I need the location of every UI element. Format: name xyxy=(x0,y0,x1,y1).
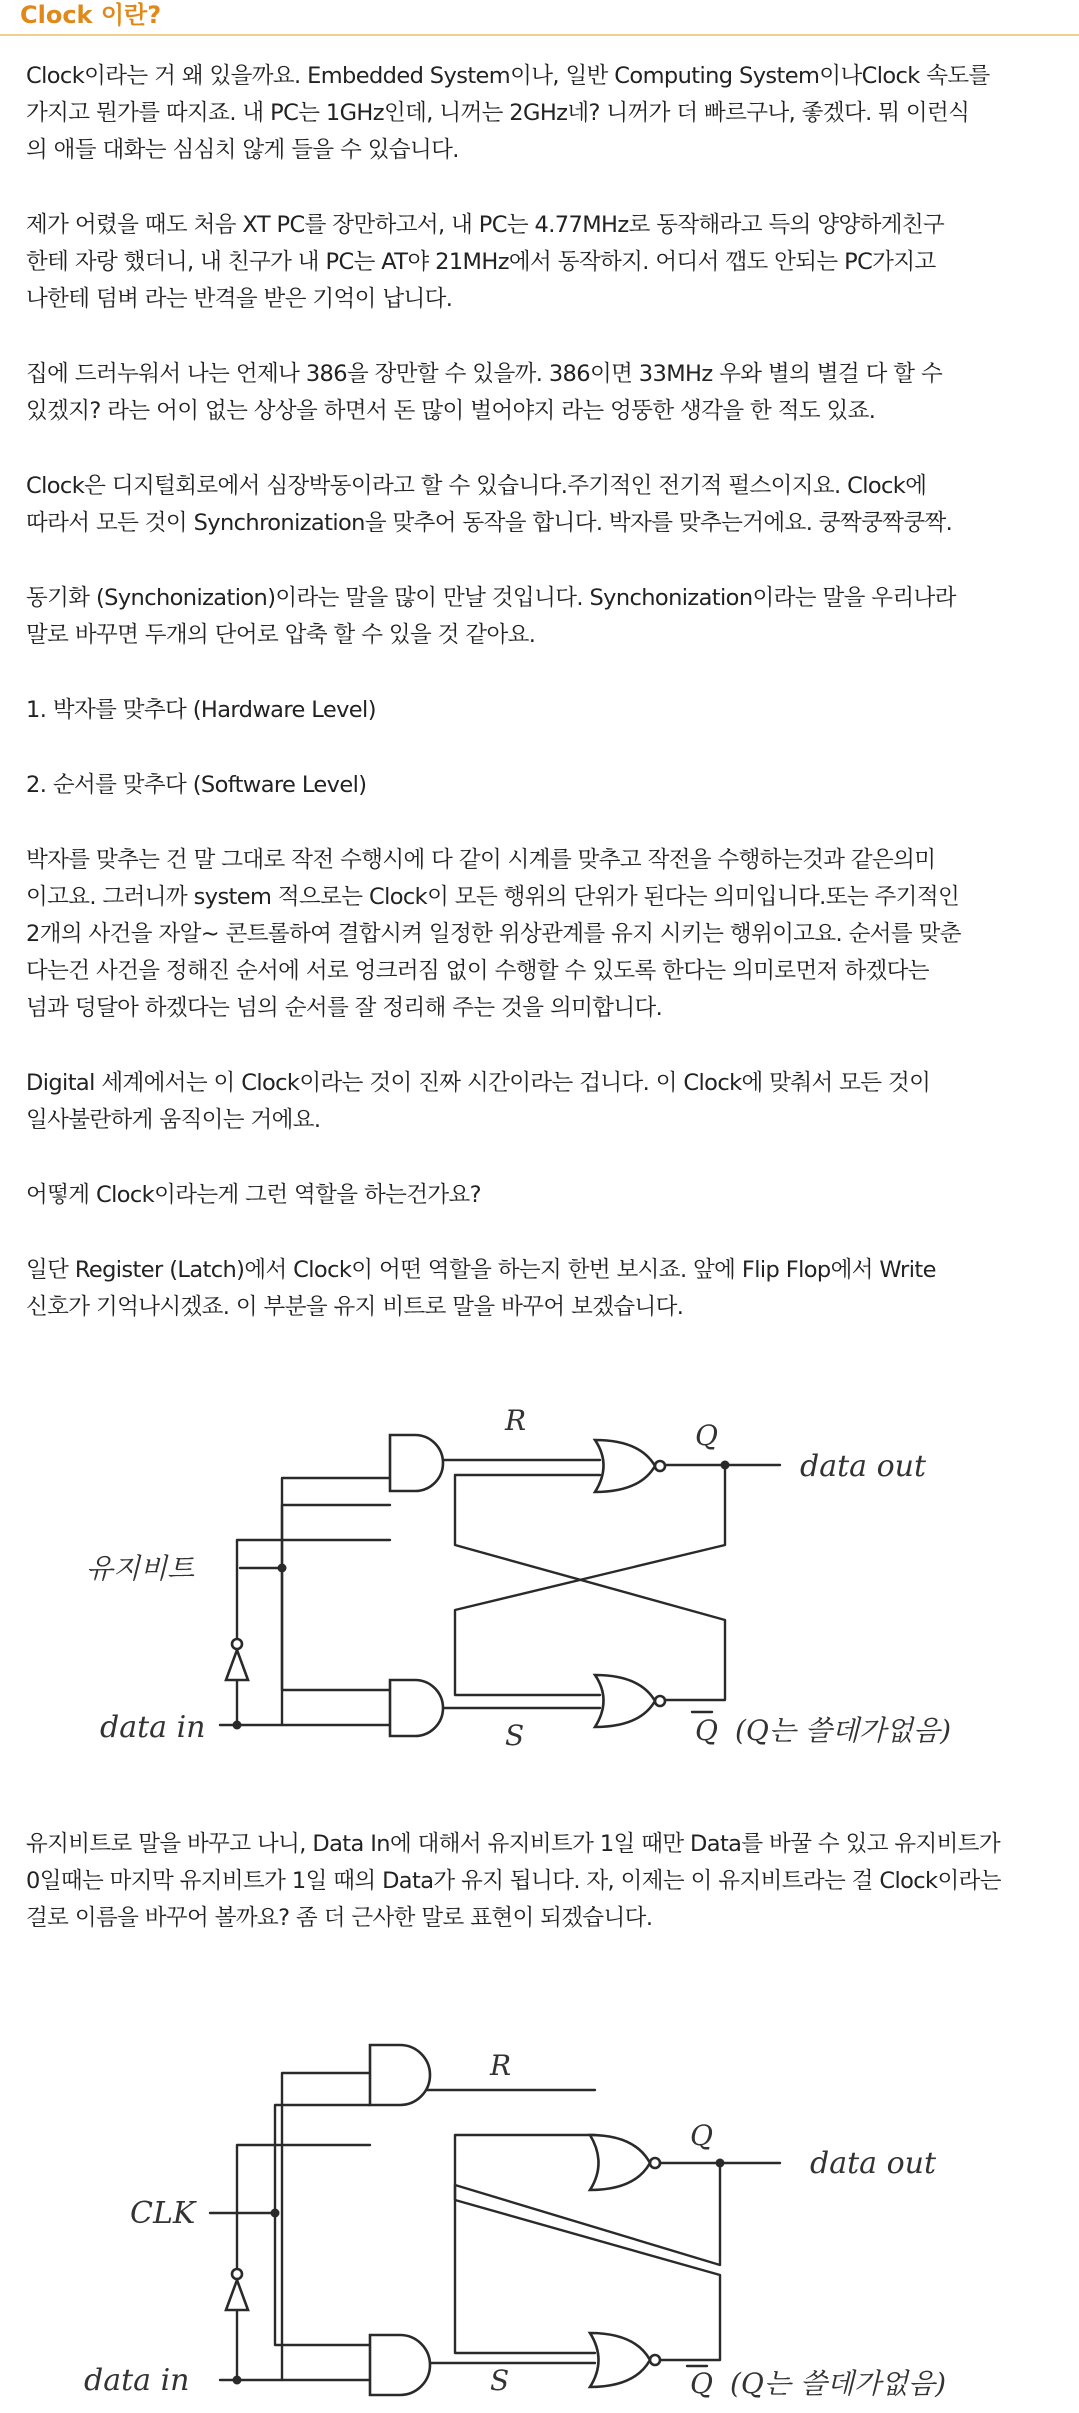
paragraph-4: Clock은 디지털회로에서 심장박동이라고 할 수 있습니다.주기적인 전기적 펄스이지요. Clock에 따라서 모든 것이 Synchronization을 맞추어 동작을 합니다. 박자를 맞추는거에요. 쿵짝쿵짝쿵짝. xyxy=(26,473,953,536)
nor-gate-top xyxy=(590,2135,650,2190)
junction-dot xyxy=(233,2376,242,2385)
section-title: Clock 이란? xyxy=(0,0,1079,36)
intro-paragraphs xyxy=(0,36,1079,1326)
inverter-bubble xyxy=(232,2269,242,2279)
wire-hold-to-top-gate xyxy=(282,1505,390,1568)
and-gate-top xyxy=(370,2045,430,2105)
nor-gate-bottom xyxy=(595,1675,655,1727)
wire-data-in-top xyxy=(220,2073,370,2380)
inverter-bubble xyxy=(232,1639,242,1649)
nor-bubble-top xyxy=(650,2158,660,2168)
wire-hold-to-bottom-gate xyxy=(282,1568,390,1690)
label-s: S xyxy=(490,2364,510,2397)
wire-q-feedback xyxy=(455,1465,725,1695)
latch-diagram-clk xyxy=(0,1975,1079,2413)
junction-dot xyxy=(278,1564,287,1573)
label-q: Q xyxy=(695,1419,718,1452)
label-hold-bit: 유지비트 xyxy=(86,1552,195,1585)
paragraph-3: 집에 드러누워서 나는 언제나 386을 장만할 수 있을까. 386이면 33MHz 우와 별의 별걸 다 할 수 있겠지? 라는 어이 없는 상상을 하면서 돈 많이 벌어야지 라는 엉뚱한 생각을 한 적도 있죠. xyxy=(26,361,943,424)
inverter-gate xyxy=(226,1650,248,1680)
label-data-out: data out xyxy=(800,1449,927,1484)
paragraph-12: 유지비트로 말을 바꾸고 나니, Data In에 대해서 유지비트가 1일 때만 Data를 바꿀 수 있고 유지비트가 0일때는 마지막 유지비트가 1일 때의 Data가 유지 됩니다. 자, 이제는 이 유지비트라는 걸 Clock이라는 걸로 이름을 바꾸어 볼까요? 좀 더 근사한 말로 표현이 되겠습니다. xyxy=(26,1831,1001,1931)
latch-diagram-hold-bit xyxy=(0,1350,1079,1790)
nor-gate-bottom xyxy=(590,2333,650,2387)
nor-bubble-bottom xyxy=(655,1696,665,1706)
label-clk: CLK xyxy=(130,2196,196,2231)
label-r: R xyxy=(490,2049,512,2082)
label-data-out: data out xyxy=(810,2146,937,2181)
label-s: S xyxy=(505,1719,525,1752)
label-r: R xyxy=(505,1404,527,1437)
junction-dot xyxy=(716,2159,725,2168)
junction-dot xyxy=(271,2209,280,2218)
junction-dot xyxy=(721,1461,730,1470)
paragraph-11: 일단 Register (Latch)에서 Clock이 어떤 역할을 하는지 한번 보시죠. 앞에 Flip Flop에서 Write 신호가 기억나시겠죠. 이 부분을 유지 비트로 말을 바꾸어 보겠습니다. xyxy=(26,1257,936,1320)
label-qbar: Q xyxy=(695,1714,718,1747)
junction-dot xyxy=(233,1721,242,1730)
label-data-in: data in xyxy=(84,2363,190,2398)
label-qbar: Q xyxy=(690,2367,713,2400)
wire-clk-to-bottom-gate xyxy=(275,2213,370,2345)
label-data-in: data in xyxy=(100,1710,206,1745)
paragraph-2: 제가 어렸을 때도 처음 XT PC를 장만하고서, 내 PC는 4.77MHz로 동작해라고 득의 양양하게친구 한테 자랑 했더니, 내 친구가 내 PC는 AT야 21MHz에서 동작하지. 어디서 깹도 안되는 PC가지고 나한테 덤벼 라는 반격을 받은 기억이 납니다. xyxy=(26,212,945,312)
wire-q-feedback xyxy=(455,2163,720,2353)
wire-data-in-top xyxy=(220,1478,390,1725)
nor-bubble-top xyxy=(655,1461,665,1471)
and-gate-top xyxy=(390,1435,443,1491)
inverter-gate xyxy=(226,2280,248,2310)
paragraph-6: 1. 박자를 맞추다 (Hardware Level) xyxy=(26,697,376,723)
wire-qbar-feedback xyxy=(455,2135,720,2360)
wire-clk-to-top-gate xyxy=(275,2105,370,2213)
paragraph-1: Clock이라는 거 왜 있을까요. Embedded System이나, 일반 Computing System이나Clock 속도를 가지고 뭔가를 따지죠. 내 PC는 1GHz인데, 니꺼는 2GHz네? 니꺼가 더 빠르구나, 좋겠다. 뭐 이런식 의 애들 대화는 심심치 않게 들을 수 있습니다. xyxy=(26,63,990,163)
label-note: (Q는 쓸데가없음) xyxy=(735,1714,951,1747)
paragraph-5: 동기화 (Synchonization)이라는 말을 많이 만날 것입니다. Synchonization이라는 말을 우리나라 말로 바꾸면 두개의 단어로 압축 할 수 있을 것 같아요. xyxy=(26,585,956,648)
label-q: Q xyxy=(690,2119,713,2152)
paragraph-8: 박자를 맞추는 건 말 그대로 작전 수행시에 다 같이 시계를 맞추고 작전을 수행하는것과 같은의미 이고요. 그러니까 system 적으로는 Clock이 모든 행위의 단위가 된다는 의미입니다.또는 주기적인 2개의 사건을 자알~ 콘트롤하여 결합시켜 일정한 위상관계를 유지 시키는 행위이고요. 순서를 맞춘 다는건 사건을 정해진 순서에 서로 엉크러짐 없이 수행할 수 있도록 한다는 의미로먼저 하겠다는 넘과 덩달아 하겠다는 넘의 순서를 잘 정리해 주는 것을 의미합니다. xyxy=(26,847,961,1021)
paragraph-10: 어떻게 Clock이라는게 그런 역할을 하는건가요? xyxy=(26,1182,481,1208)
label-note: (Q는 쓸데가없음) xyxy=(730,2367,946,2400)
paragraph-9: Digital 세계에서는 이 Clock이라는 것이 진짜 시간이라는 겁니다. 이 Clock에 맞춰서 모든 것이 일사불란하게 움직이는 거에요. xyxy=(26,1070,931,1133)
and-gate-bottom xyxy=(390,1680,443,1736)
wire-qbar-feedback xyxy=(455,1475,725,1700)
nor-bubble-bottom xyxy=(650,2355,660,2365)
nor-gate-top xyxy=(595,1440,655,1492)
and-gate-bottom xyxy=(370,2335,430,2395)
paragraph-7: 2. 순서를 맞추다 (Software Level) xyxy=(26,772,367,798)
